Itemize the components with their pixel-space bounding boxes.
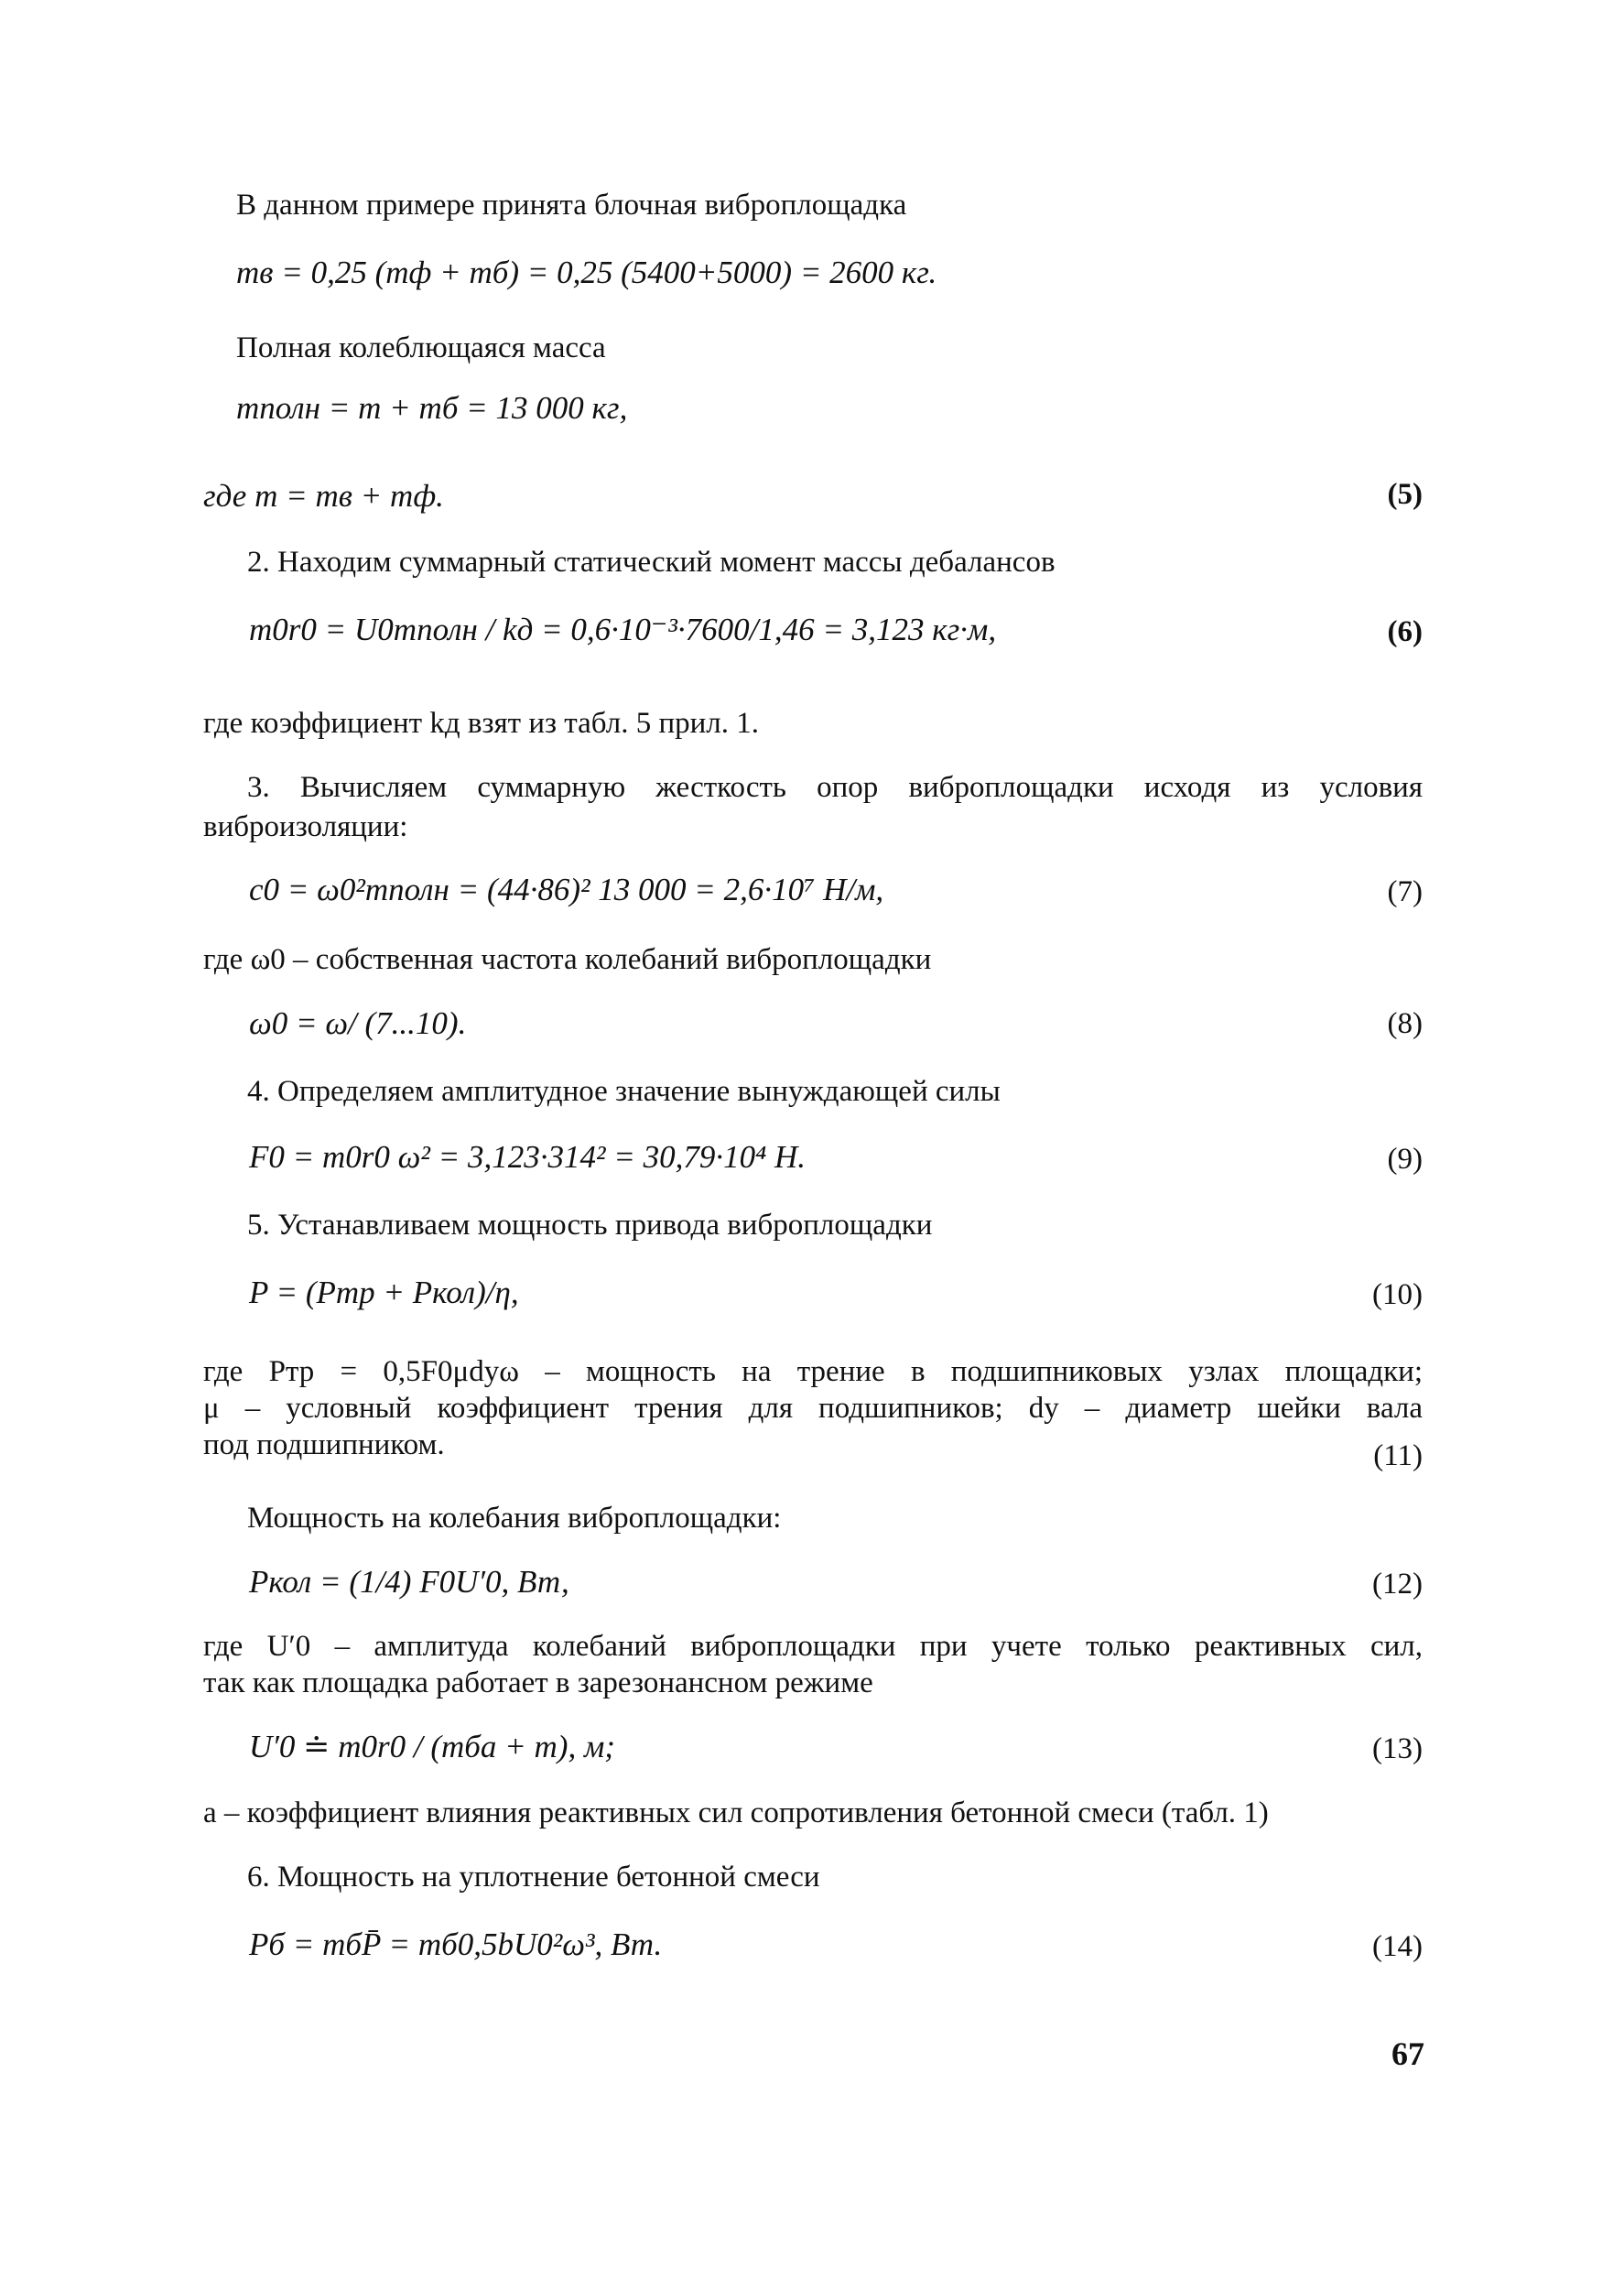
text-line: В данном примере принята блочная виброплощадка — [236, 189, 907, 222]
text-line: где Pтр = 0,5F0μdyω – мощность на трение в подшипниковых узлах площадки; — [203, 1355, 1423, 1388]
section-heading: 6. Мощность на уплотнение бетонной смеси — [247, 1861, 820, 1894]
text-line: виброизоляции: — [203, 810, 408, 843]
text-line: так как площадка работает в зарезонансном режиме — [203, 1666, 873, 1699]
section-heading: 4. Определяем амплитудное значение вынуждающей силы — [247, 1075, 1001, 1108]
equation-mv: mв = 0,25 (mф + mб) = 0,25 (5400+5000) = 2600 кг. — [236, 255, 937, 290]
text-line: под подшипником. — [203, 1428, 445, 1461]
equation-12: Pкол = (1/4) F0U′0, Вт, — [249, 1564, 569, 1600]
equation-6: m0r0 = U0mполн / kд = 0,6·10⁻³·7600/1,46 = 3,123 кг·м, — [249, 612, 997, 647]
equation-number: (5) — [1387, 478, 1423, 511]
equation-8: ω0 = ω/ (7...10). — [249, 1005, 467, 1041]
equation-number: (7) — [1387, 875, 1423, 908]
equation-number: (12) — [1372, 1568, 1423, 1601]
section-heading: 5. Устанавливаем мощность привода виброплощадки — [247, 1209, 933, 1242]
equation-number: (14) — [1372, 1930, 1423, 1963]
section-heading: 3. Вычисляем суммарную жесткость опор виброплощадки исходя из условия — [247, 771, 1423, 804]
text-line: где коэффициент kд взят из табл. 5 прил. 1. — [203, 707, 759, 740]
text-line: a – коэффициент влияния реактивных сил сопротивления бетонной смеси (табл. 1) — [203, 1796, 1269, 1829]
equation-mpoln: mполн = m + mб = 13 000 кг, — [236, 390, 628, 426]
equation-7: c0 = ω0²mполн = (44·86)² 13 000 = 2,6·10⁷ Н/м, — [249, 872, 884, 907]
equation-number: (11) — [1373, 1439, 1423, 1472]
equation-number: (10) — [1372, 1278, 1423, 1311]
equation-m: где m = mв + mф. — [203, 478, 444, 514]
page-number: 67 — [1391, 2035, 1424, 2072]
text-line: Полная колеблющаяся масса — [236, 331, 606, 364]
text-line: где U′0 – амплитуда колебаний виброплощадки при учете только реактивных сил, — [203, 1630, 1423, 1663]
equation-10: P = (Pтр + Pкол)/η, — [249, 1275, 519, 1310]
equation-number: (6) — [1387, 615, 1423, 648]
equation-number: (13) — [1372, 1732, 1423, 1765]
equation-9: F0 = m0r0 ω² = 3,123·314² = 30,79·10⁴ Н. — [249, 1139, 807, 1175]
text-line: где ω0 – собственная частота колебаний виброплощадки — [203, 943, 932, 976]
equation-13: U′0 ≐ m0r0 / (mбa + m), м; — [249, 1729, 615, 1764]
equation-number: (9) — [1387, 1143, 1423, 1176]
equation-number: (8) — [1387, 1007, 1423, 1040]
text-line: Мощность на колебания виброплощадки: — [247, 1502, 782, 1535]
equation-14: Pб = mбP̄ = mб0,5bU0²ω³, Вт. — [249, 1926, 663, 1962]
text-line: μ – условный коэффициент трения для подшипников; dy – диаметр шейки вала — [203, 1392, 1423, 1425]
section-heading: 2. Находим суммарный статический момент массы дебалансов — [247, 546, 1056, 579]
